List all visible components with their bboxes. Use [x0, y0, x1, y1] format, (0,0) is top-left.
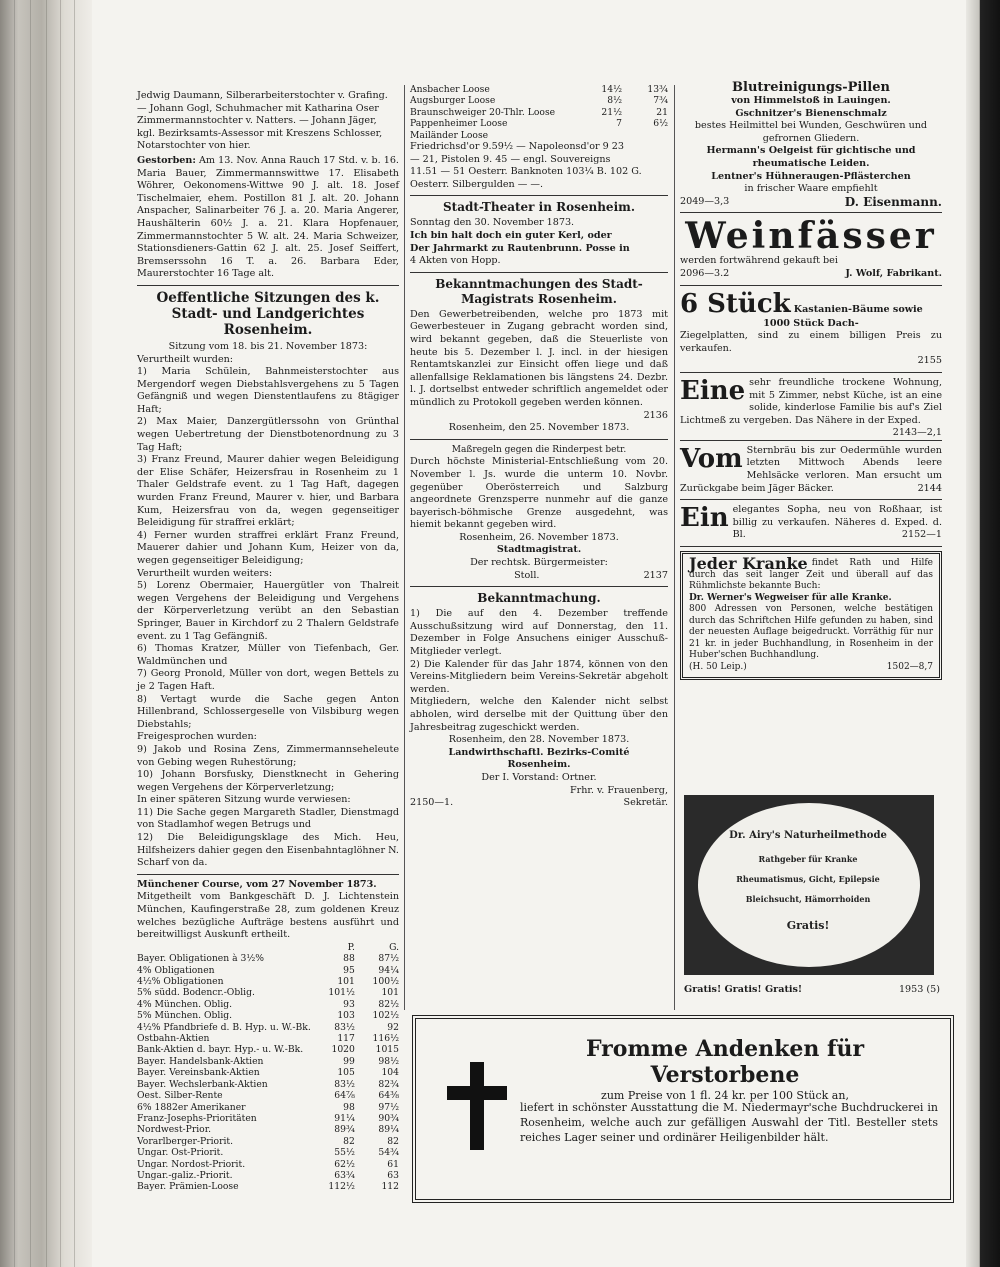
course-name: Nordwest-Prior. [137, 1124, 212, 1136]
death-line: alt. 25. Josef Seiffert, Bremserssohn 16 T. a. 26. [137, 243, 399, 267]
ad-blut-line: von Himmelstoß in Lauingen. [731, 95, 891, 106]
course-row [137, 1067, 399, 1078]
course-row [137, 1124, 399, 1135]
ad-number: 2096—3.2 [680, 267, 730, 279]
death-line: Klara Hopfenauer, Zimmermannstochter 5 W. alt. [137, 217, 399, 242]
course-money: 82½ [378, 998, 399, 1010]
middle-column [410, 84, 668, 810]
course-row [137, 1044, 399, 1055]
course-name: Bayer. Handelsbank-Aktien [137, 1055, 264, 1067]
course-name: 6% 1882er Amerikaner [137, 1101, 246, 1113]
ad-kranke-text2: 800 Adressen von Personen, welche bestätigen durch das Schriftchen Hilfe gefunden zu haben, sind der neuesten Auflage beigedruckt. Vorräthig für nur 21 kr. in jeder Buchhandlung, in Rosenheim in der Huber'schen Buchhandlung. [689, 604, 933, 661]
course-money: 89¼ [378, 1124, 399, 1136]
ad-schnitzer-text: bestes Heilmittel bei Wunden, Geschwüren und gefrornen Gliedern. [694, 120, 928, 144]
rinder-sig: Stadtmagistrat. [496, 544, 582, 556]
course-name: Ungar.-galiz.-Priorit. [137, 1169, 233, 1181]
ad-kranke-big: Jeder Kranke [689, 554, 808, 574]
course-name: 4% Obligationen [137, 964, 215, 976]
course-name: Bayer. Vereinsbank-Aktien [137, 1067, 260, 1079]
course-name: 5% München. Oblig. [137, 1010, 233, 1022]
course-row [137, 1170, 399, 1181]
fromme-price: zum Preise von 1 fl. 24 kr. per 100 Stück an, [601, 1089, 849, 1102]
ad-number: 2143—2,1 [892, 427, 942, 439]
court-entry: Verurtheilt wurden: [137, 353, 234, 365]
currency-line: — 21, Pistolen 9. 45 — engl. Souvereigns [410, 153, 611, 165]
currency-line: Friedrichsd'or 9.59½ — Napoleonsd'or 9 23 [410, 141, 625, 153]
course-money: 102½ [372, 1010, 399, 1022]
loose-paper: 21½ [601, 106, 622, 118]
course-money: 82 [387, 1135, 399, 1147]
ad-number: 1502—8,7 [886, 661, 933, 672]
course-row [137, 1079, 399, 1090]
course-title: Münchener Course, vom 27 November 1873. [137, 878, 377, 890]
course-paper: 91¼ [334, 1112, 355, 1124]
course-money: 94¼ [378, 964, 399, 976]
loose-row [410, 95, 668, 106]
death-line: 20. Maria Angerer, Haushälterin 60½ J. a. 21. [137, 205, 400, 229]
course-paper: 103 [337, 1010, 355, 1022]
theater-line: 4 Akten von Hopp. [410, 255, 501, 267]
court-entry: 5) Lorenz Obermaier, Hauergütler von Thalreit wegen Vergehens der Beleidigung und Vergehens der Körperverletzung verübt an den Sebastian Springer, Bauer in Kirchdorf zu 2 Thalern Geldstrafe event. zu 1 Tag Gefängniß. [137, 580, 399, 642]
course-money: 92 [387, 1021, 399, 1033]
ad-eine-big: Eine [680, 375, 746, 406]
course-money: 112 [381, 1181, 399, 1193]
course-name: 4½% Pfandbriefe d. B. Hyp. u. W.-Bk. [137, 1021, 311, 1033]
currency-line: 11.51 — 51 Oesterr. Banknoten 103¼ B. 102 G. [410, 166, 642, 178]
oval-line: Rheumatismus, Gicht, Epilepsie [736, 874, 880, 884]
death-line: 17. Elisabeth Wöhrer, Oekonomens-Wittwe 90 J. [137, 167, 399, 192]
course-table: P. G. Bayer. Obligationen à 3½% 88 87½ 4% Obligationen 95 94¼ 4½% Obligationen 101 100½ 5% südd. Bodencr.-Oblig. 101½ 101 4% München. Oblig. 93 82½ 5% München. Oblig. 103 102½ 4½% Pfandbriefe d. B. Hyp. u. W.-Bk. 83½ 92 Ostbahn-Aktien 117 116½ Bank-Aktien d. bayr. Hyp.- u. W.-Bk. 1020 1015 Bayer. Handelsbank-Aktien 99 98½ Bayer. Vereinsbank-Aktien 105 104 Bayer. Wechslerbank-Aktien 83½ 82¾ Oest. Silber-Rente 64⅞ 64⅜ 6% 1882er Amerikaner 98 97½ Franz-Josephs-Prioritäten 91¼ 90¾ Nordwest-Prior. 89¾ 89¼ Vorarlberger-Priorit. 82 82 Ungar. Ost-Priorit. 55½ 54¾ Ungar. Nordost-Priorit. 62½ 61 Ungar.-galiz.-Priorit. 63¾ 63 Bayer. Prämien-Loose 112½ 112 [137, 941, 399, 1193]
course-paper: 83½ [334, 1078, 355, 1090]
loose-paper [576, 130, 622, 141]
death-line: alt. 18. Josef Tischelmaier, ehem. Postillon 81 J. [137, 180, 399, 204]
loose-money [622, 130, 668, 141]
rinder-body: Durch höchste Ministerial-Entschließung vom 20. November l. Js. wurde die unterm 10. Novbr. gegenüber Oberösterreich und Salzburg angeordnete Grenzsperre nunmehr auf die ganze bayerisch-böhmische Grenze ausgedehnt, was hiemit bekannt gegeben wird. [410, 456, 668, 531]
court-entry: 8) Vertagt wurde die Sache gegen Anton Hillenbrand, Schlossergeselle von Vilsbiburg wegen Diebstahls; [137, 693, 399, 730]
ad-eine-text: sehr freundliche trockene Wohnung, mit 5 Zimmer, nebst Küche, ist an eine solide, kinderlose Familie bis auf's Ziel Lichtmeß zu vergeben. Das Nähere in der Exped. [680, 376, 942, 426]
course-paper: 82 [343, 1135, 355, 1147]
court-entry: 1) Maria Schülein, Bahnmeisterstochter aus Mergendorf wegen Diebstahlsvergehens zu 5 Tagen Gefängniß und wegen Dienstentlaufens zu 8tägiger Haft; [137, 366, 399, 415]
ad-stueck-text: Ziegelplatten, sind zu einem billigen Preis zu verkaufen. [680, 330, 942, 354]
course-intro: Mitgetheilt vom Bankgeschäft D. J. Lichtenstein München, Kaufingerstraße 28, zum goldenen Kreuz welches bezügliche Aufträge bestens ausführt und bereitwilligst Auskunft ertheilt. [137, 891, 399, 941]
course-paper: 112½ [328, 1181, 355, 1193]
loose-paper: 14½ [601, 84, 622, 95]
left-column [137, 90, 399, 1193]
course-money: 1015 [375, 1044, 399, 1056]
course-name: Bayer. Wechslerbank-Aktien [137, 1078, 268, 1090]
ad-kranke-book: Dr. Werner's Wegweiser für alle Kranke. [689, 592, 892, 603]
court-entry: 10) Johann Borsfusky, Dienstknecht in Gehering wegen Vergehens der Körperverletzung; [137, 769, 399, 793]
magistrat-title: Bekanntmachungen des Stadt-Magistrats Rosenheim. [435, 276, 643, 306]
course-paper: 89¾ [334, 1124, 355, 1136]
magistrat-date: Rosenheim, den 25. November 1873. [448, 422, 630, 434]
course-money: 54¾ [378, 1147, 399, 1159]
loose-money: 13¾ [647, 84, 668, 95]
course-money: 104 [381, 1067, 399, 1079]
course-row [137, 1113, 399, 1124]
ad-lentner-text: in frischer Waare empfiehlt [744, 183, 878, 195]
course-name: Vorarlberger-Priorit. [137, 1135, 234, 1147]
oval-line: Rathgeber für Kranke [758, 854, 858, 864]
loose-name: Pappenheimer Loose [410, 118, 508, 130]
court-entry: Freigesprochen wurden: [137, 731, 257, 743]
bek-sig: Sekretär. [623, 797, 668, 809]
course-name: Oest. Silber-Rente [137, 1090, 223, 1102]
court-entry: 9) Jakob und Rosina Zens, Zimmermannseheleute von Gebing wegen Ruhestörung; [137, 743, 399, 768]
bek-sig: Der I. Vorstand: Ortner. [481, 771, 597, 783]
loose-money: 21 [656, 106, 668, 118]
notice-line: Notarstochter von hier. [137, 140, 251, 152]
course-paper: 63¾ [334, 1169, 355, 1181]
right-column: Blutreinigungs-Pillen von Himmelstoß in Lauingen. Gschnitzer's Bienenschmalz bestes Heilmittel bei Wunden, Geschwüren und gefrornen Gliedern. Hermann's Oelgeist für gichtische und rheumatische Leiden. Lentner's Hühneraugen-Pflästerchen in frischer Waare empfiehlt 2049—3,3 D. Eisenmann. Weinfässer werden fortwährend gekauft bei 2096—3.2 J. Wolf, Fabrikant. 6 Stück Kastanien-Bäume sowie 1000 Stück Dach- Ziegelplatten, sind zu einem billigen Preis zu verkaufen. 2155 Eine sehr freundliche trockene Wohnung, mit 5 Zimmer, nebst Küche, ist an eine solide, kinderlose Familie bis auf's Ziel Lichtmeß zu vergeben. Das Nähere in der Exped. 2143—2,1 Vom Sternbräu bis zur Oedermühle wurden letzten Mittwoch Abends leere Mehlsäcke verloren. Man ersucht um Zurückgabe beim Jäger Bäcker. 2144 Ein elegantes Sopha, neu von Roßhaar, ist billig zu verkaufen. Näheres d. Exped. d. Bl. 2152—1 Jeder Kranke findet Rath und Hilfe durch das seit langer Zeit und überall auf das Rühmlichste bekannte Buch: Dr. Werner's Wegweiser für alle Kranke. 800 Adressen von Personen, welche bestätigen durch das Schriftchen Hilfe gefunden zu haben, sind der neuesten Auflage beigedruckt. Vorräthig für nur 21 kr. in jeder Buchhandlung, in Rosenheim in der Huber'schen Buchhandlung. (H. 50 Leip.) 1502—8,7 [680, 80, 942, 680]
course-money: 63 [387, 1169, 399, 1181]
ad-kranke-leip: (H. 50 Leip.) [689, 661, 747, 672]
course-name: Bayer. Prämien-Loose [137, 1181, 239, 1193]
course-row [137, 1147, 399, 1158]
course-name: Bayer. Obligationen à 3½% [137, 953, 264, 965]
fromme-title: Fromme Andenken für Verstorbene [585, 1036, 865, 1088]
ad-airy-oval [684, 795, 934, 975]
ad-ein-big: Ein [680, 503, 729, 534]
cross-icon [447, 1062, 507, 1152]
court-entry: 12) Die Beleidigungsklage des Mich. Heu, Hilfsheizers dahier gegen den Eisenbahntaglöhner N. Scharf von da. [137, 832, 399, 869]
course-name: 4% München. Oblig. [137, 998, 233, 1010]
ad-hermann: Hermann's Oelgeist für gichtische und rheumatische Leiden. [706, 145, 916, 169]
bek-body: 2) Die Kalender für das Jahr 1874, können von den Vereins-Mitgliedern beim Vereins-Sekretär abgeholt werden. [410, 658, 668, 695]
oval-line: Dr. Airy's Naturheilmethode [729, 830, 887, 841]
course-row [137, 1056, 399, 1067]
course-paper: 105 [337, 1067, 355, 1079]
death-line: 24. Maria Schweizer, Stationsdieners-Gattin 62 J. [137, 230, 399, 255]
court-body [137, 354, 399, 870]
course-row [137, 1010, 399, 1021]
course-row [137, 965, 399, 976]
course-name: Ostbahn-Aktien [137, 1033, 210, 1045]
court-entry: 2) Max Maier, Danzergütlerssohn von Grünthal wegen Uebertretung der Dienstbotenordnung zu 3 Tag Haft; [137, 416, 399, 453]
bek-org: Landwirthschaftl. Bezirks-Comité [448, 746, 630, 758]
bek-body: Mitgliedern, welche den Kalender nicht selbst abholen, wird derselbe mit der Quittung über den Jahresbeitrag zugeschickt werden. [410, 696, 668, 733]
court-entry: Verurtheilt wurden weiters: [137, 567, 273, 579]
ad-kranke-box [680, 551, 942, 680]
loose-row [410, 107, 668, 118]
course-row [137, 987, 399, 998]
currency-rates [410, 141, 668, 191]
course-money: 82¾ [378, 1078, 399, 1090]
fromme-body: liefert in schönster Ausstattung die M. Niedermayr'sche Buchdruckerei in Rosenheim, welche auch zur gefälligen Auswahl der Titl. Besteller stets reiches Lager seiner und ordinärer Heiligenbilder hält. [520, 1101, 938, 1144]
column-rule [404, 85, 405, 1010]
course-name: Ungar. Nordost-Priorit. [137, 1158, 246, 1170]
loose-row [410, 84, 668, 95]
course-row [137, 1181, 399, 1192]
course-money: 64⅜ [378, 1090, 399, 1102]
ad-stueck-big: 6 Stück [680, 288, 791, 319]
notice-line: Zimmermannstochter v. Natters. — Johann Jäger, [137, 115, 377, 127]
oval-line: Gratis! [786, 919, 830, 932]
course-paper: 98 [343, 1101, 355, 1113]
notice-line: — Johann Gogl, Schuhmacher mit Katharina Oser [137, 102, 379, 114]
ad-vom-big: Vom [680, 443, 743, 474]
ad-wolf: J. Wolf, Fabrikant. [845, 267, 942, 279]
loose-name: Augsburger Loose [410, 95, 496, 107]
course-paper: 62½ [334, 1158, 355, 1170]
course-paper: 95 [343, 964, 355, 976]
death-line: Am 13. Nov. Anna Rauch 17 [199, 154, 336, 166]
ad-gratis: Gratis! Gratis! Gratis! [684, 984, 803, 995]
course-paper: 101½ [328, 987, 355, 999]
course-money: 61 [387, 1158, 399, 1170]
rinder-number: 2137 [643, 569, 668, 581]
course-name: 5% südd. Bodencr.-Oblig. [137, 987, 255, 999]
loose-money: 7¾ [653, 95, 668, 107]
ad-number: 2049—3,3 [680, 195, 730, 207]
course-name: Bank-Aktien d. bayr. Hyp.- u. W.-Bk. [137, 1044, 304, 1056]
death-notices: Gestorben: Am 13. Nov. Anna Rauch 17 Std. v. b. 16. Maria Bauer, Zimmermannswittwe 17. Elisabeth Wöhrer, Oekonomens-Wittwe 90 J. alt. 18. Josef Tischelmaier, ehem. Postillon 81 J. alt. 20. Johann Anspacher, Salinarbeiter 76 J. a. 20. Maria Angerer, Haushälterin 60½ J. a. 21. Klara Hopfenauer, Zimmermannstochter 5 W. alt. 24. Maria Schweizer, Stationsdieners-Gattin 62 J. alt. 25. Josef Seiffert, Bremserssohn 16 T. a. 26. Barbara Eder, Maurerstochter 16 Tage alt. [137, 154, 400, 280]
theater-line: Sonntag den 30. November 1873. [410, 217, 575, 229]
rinder-signature: Stoll. [514, 569, 540, 581]
court-title: Oeffentliche Sitzungen des k. Stadt- und Landgerichtes Rosenheim. [156, 289, 380, 338]
course-paper: 55½ [334, 1147, 355, 1159]
course-money: 87½ [378, 953, 399, 965]
course-paper: 101 [337, 976, 355, 988]
rinder-title: Maßregeln gegen die Rinderpest betr. [451, 444, 627, 455]
course-money: 100½ [372, 976, 399, 988]
course-row [137, 1159, 399, 1170]
course-row [137, 1033, 399, 1044]
course-name: Franz-Josephs-Prioritäten [137, 1112, 257, 1124]
page-edge [966, 0, 1000, 1267]
notice-line: kgl. Bezirksamts-Assessor mit Kreszens Schlosser, [137, 127, 383, 139]
currency-line: Oesterr. Silbergulden — —. [410, 178, 544, 190]
course-paper: 99 [343, 1055, 355, 1067]
ad-blut-title: Blutreinigungs-Pillen [732, 80, 890, 95]
ad-number: 2152—1 [901, 529, 942, 541]
court-date: Sitzung vom 18. bis 21. November 1873: [168, 340, 368, 352]
court-entry: 3) Franz Freund, Maurer dahier wegen Beleidigung der Elise Schäfer, Heizersfrau in Rosenheim zu 1 Thaler Geldstrafe event. zu 1 Tag Haft, dagegen wurden Franz Freund, Maurer v. hier, und Barbara Kum, Heizersfrau von da, wegen gegenseitiger Beleidigung für straffrei erklärt; [137, 454, 399, 529]
ad-number: 2155 [917, 355, 942, 367]
course-row [137, 953, 399, 964]
marriage-notices [137, 90, 399, 153]
bek-number: 2150—1. [410, 797, 454, 809]
ad-kranke-text: findet Rath und Hilfe durch das seit langer Zeit und überall auf das Rühmlichste bekannte Buch: [689, 558, 933, 592]
course-paper: 93 [343, 998, 355, 1010]
course-paper: 83½ [334, 1021, 355, 1033]
bek-sig: Frhr. v. Frauenberg, [569, 784, 668, 796]
ad-lentner: Lentner's Hühneraugen-Pflästerchen [711, 170, 911, 182]
course-row [137, 1090, 399, 1101]
course-money: 98½ [378, 1055, 399, 1067]
loose-row [410, 118, 668, 129]
theater-line: Ich bin halt doch ein guter Kerl, oder [410, 230, 612, 241]
course-paper: 88 [343, 953, 355, 965]
notice-line: Jedwig Daumann, Silberarbeiterstochter v. Grafing. [137, 90, 388, 101]
course-paper: 1020 [331, 1044, 355, 1056]
ad-weinf-text: werden fortwährend gekauft bei [680, 255, 838, 267]
theater-title: Stadt-Theater in Rosenheim. [443, 200, 635, 215]
course-money: 90¾ [378, 1112, 399, 1124]
ad-weinfaesser: Weinfässer [685, 215, 937, 258]
course-row [137, 976, 399, 987]
loose-table [410, 84, 668, 141]
course-paper: 64⅞ [334, 1090, 355, 1102]
ad-stueck-big2: 1000 Stück Dach- [763, 317, 859, 329]
course-row [137, 999, 399, 1010]
loose-paper: 8½ [607, 95, 622, 107]
theater-body [410, 217, 668, 267]
loose-row [410, 130, 668, 141]
magistrat-number: 2136 [643, 409, 668, 421]
magistrat-body: Den Gewerbetreibenden, welche pro 1873 mit Gewerbesteuer in Zugang gebracht worden sind, wird bekannt gegeben, daß die Steuerliste von heute bis 5. Dezember l. J. incl. in der hiesigen Rentamtskanzlei zur Einsicht offen liege und daß allenfallsige Reklamationen bis längstens 24. Dezbr. l. J. dortselbst entweder schriftlich angemeldet oder mündlich zu Protokoll gegeben werden können. [410, 308, 668, 408]
loose-name: Braunschweiger 20-Thlr. Loose [410, 106, 556, 118]
ad-ein-text: elegantes Sopha, neu von Roßhaar, ist billig zu verkaufen. Näheres d. Exped. d. Bl. [732, 504, 942, 541]
ad-eisenmann: D. Eisenmann. [844, 194, 942, 209]
course-row [137, 1102, 399, 1113]
bek-org: Rosenheim. [507, 759, 571, 771]
loose-paper: 7 [616, 118, 622, 130]
court-entry: 6) Thomas Kratzer, Müller von Tiefenbach, Ger. Waldmünchen und [137, 643, 399, 667]
book-binding [0, 0, 92, 1267]
court-entry: 11) Die Sache gegen Margareth Stadler, Dienstmagd von Stadlamhof wegen Betrugs und [137, 806, 399, 831]
bek-title: Bekanntmachung. [477, 591, 601, 606]
death-line: Barbara Eder, Maurerstochter 16 Tage alt. [137, 255, 399, 280]
loose-name: Ansbacher Loose [410, 84, 490, 95]
column-rule [674, 85, 675, 1010]
bek-date: Rosenheim, den 28. November 1873. [448, 734, 630, 746]
course-money: 116½ [372, 1033, 399, 1045]
court-entry: 7) Georg Pronold, Müller von dort, wegen Bettels zu je 2 Tagen Haft. [137, 668, 399, 692]
ad-schnitzer: Gschnitzer's Bienenschmalz [735, 107, 887, 119]
course-paper: 117 [337, 1033, 355, 1045]
ad-number: 2144 [917, 482, 942, 494]
theater-line: Der Jahrmarkt zu Rautenbrunn. Posse in [410, 242, 630, 254]
course-name: 4½% Obligationen [137, 976, 224, 988]
loose-money: 6½ [653, 118, 668, 130]
court-entry: 4) Ferner wurden straffrei erklärt Franz Freund, Mauerer dahier und Johann Kum, Heizer von da, wegen gegenseitiger Beleidigung; [137, 529, 399, 566]
ad-number: 1953 (5) [898, 984, 940, 995]
course-money: 97½ [378, 1101, 399, 1113]
course-name: Ungar. Ost-Priorit. [137, 1147, 224, 1159]
bek-body: 1) Die auf den 4. Dezember treffende Ausschußsitzung wird auf Donnerstag, den 11. Dezember in Folge Ansuchens einiger Ausschuß-Mitglieder verlegt. [410, 608, 668, 658]
loose-name: Mailänder Loose [410, 129, 489, 141]
course-row [137, 1022, 399, 1033]
court-entry: In einer späteren Sitzung wurde verwiesen: [137, 794, 351, 806]
ad-vom-text: Sternbräu bis zur Oedermühle wurden letzten Mittwoch Abends leere Mehlsäcke verloren. Man ersucht um Zurückgabe beim Jäger Bäcker. [680, 444, 942, 494]
course-money: 101 [381, 987, 399, 999]
course-row [137, 1136, 399, 1147]
rinder-date: Rosenheim, 26. November 1873. [459, 531, 619, 543]
rinder-sig: Der rechtsk. Bürgermeister: [470, 557, 608, 569]
death-line: Std. v. b. 16. Maria Bauer, Zimmermannswittwe [137, 154, 399, 179]
death-line: alt. 20. Johann Anspacher, Salinarbeiter 76 J. a. [137, 192, 399, 217]
oval-line: Bleichsucht, Hämorrhoiden [745, 894, 871, 904]
